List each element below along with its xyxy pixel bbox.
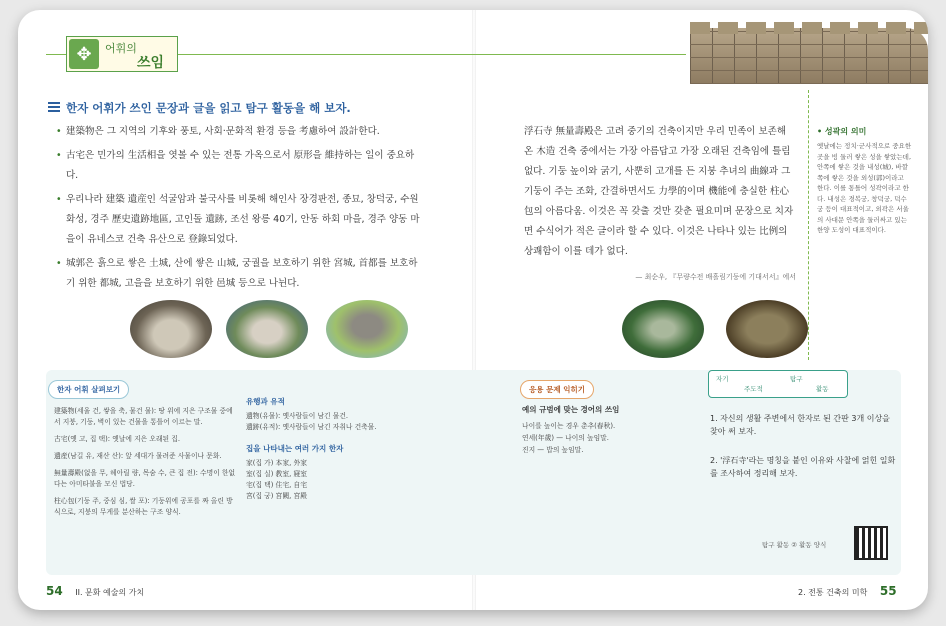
section-badge — [66, 36, 178, 72]
badge-top-label: 어휘의 — [105, 42, 137, 55]
honorific-item: 연세(年歲) — 나이의 높임말. — [522, 434, 609, 442]
sentence-2: • 古宅은 민가의 生活相을 엿볼 수 있는 전통 가옥으로서 原形을 維持하는 일이 중요하다. — [66, 146, 426, 186]
question-1: 1. 자신의 생활 주변에서 한자로 된 간판 3개 이상을 찾아 써 보자. — [710, 414, 890, 436]
sentence-4: • 城郭은 흙으로 쌓은 土城, 산에 쌓은 山城, 궁궐을 보호하기 위한 宮城, 首都를 보호하기 위한 都城, 고을을 보호하기 위한 邑城 등으로 나뉜다. — [66, 254, 426, 294]
house-row: 家(집 가) 本家, 外家 — [246, 459, 308, 467]
sentence-3: • 우리나라 建築 遺産인 석굴암과 불국사를 비롯해 해인사 장경판전, 종묘, 창덕궁, 수원 화성, 경주 歷史遺跡地區, 고인돌 遺跡, 조선 왕릉 40기, 안동 하회 마을, 경주 양동 마을이 유네스코 건축 유산으로 登錄되었다. — [66, 190, 426, 250]
reading-passage: 浮石寺 無量壽殿은 고려 중기의 건축이지만 우리 민족이 보존해 온 木造 건축 중에서는 가장 아름답고 가장 오래된 건축임에 틀림없다. 기둥 높이와 굵기, 사뿐히 고개를 든 지붕 추녀의 曲線과 그 기둥이 주는 조화, 간결하면서도 力學的이며 機能에 충실한 柱心包의 아름다움. 이것은 꼭 갖출 것만 갖춘 필요미며 문장으로 치자면 수식어가 적은 글이라 할 수 있다. 이것은 나타나 있는 比例의 상쾌함이 이를 데가 없다. — [524, 126, 794, 257]
qh-cell: 탐구 — [790, 375, 803, 383]
qr-code-icon[interactable] — [854, 526, 888, 560]
sidebar-note — [808, 90, 912, 360]
honorific-box — [522, 404, 712, 456]
vocab-item: 遺産(남길 유, 재산 산): 앞 세대가 물려준 사물이나 문화. — [54, 452, 222, 460]
sentence-1: • 建築物은 그 지역의 기후와 풍토, 사회·문화적 환경 등을 考慮하여 設計한다. — [66, 122, 426, 142]
book-spread — [18, 10, 928, 610]
vocab-item: 古宅(옛 고, 집 택): 옛날에 지은 오래된 집. — [54, 435, 180, 443]
fortress-wall-image — [690, 28, 928, 84]
list-icon — [48, 102, 60, 114]
vocab-list — [54, 406, 238, 524]
sidebar-body: 옛날에는 정치·군사적으로 중요한 곳을 빙 둘러 쌓은 성을 쌓았는데, 안쪽에 쌓은 것을 내성(城), 바깥쪽에 쌓은 것을 외성(郭)이라고 한다. 이를 통틀어 성곽이라고 한다. 내성은 경복궁, 창덕궁, 덕수궁 등이 대표적이고, 외곽은 서울의 사대문 안쪽을 둘러싸고 있는 한양 도성이 대표적이다. — [817, 142, 912, 234]
vocab-item: 柱心包(기둥 주, 중심 심, 쌀 포): 기둥위에 공포를 짜 올린 방식으로, 지붕의 무게를 분산하는 구조 양식. — [54, 497, 233, 516]
qh-cell: 주도적 — [744, 385, 763, 393]
relics-title: 유행과 유적 — [246, 397, 285, 406]
plaque-photo — [726, 300, 808, 358]
footer-left — [46, 584, 144, 598]
qh-cell: 활동 — [816, 385, 829, 393]
relics-item: 遺物(유물): 옛사람들이 남긴 물건. — [246, 412, 349, 420]
relics-box — [246, 396, 424, 502]
house-row: 室(집 실) 教室, 寢室 — [246, 470, 308, 478]
footer-right-text: 2. 전통 건축의 미학 — [798, 588, 868, 597]
footer-left-text: II. 문화 예술의 가치 — [75, 588, 145, 597]
pattern-icon: ✥ — [69, 39, 99, 69]
passage-source: — 최순우, 『무량수전 배흘림기둥에 기대서서』에서 — [635, 273, 796, 281]
instruction-text: 한자 어휘가 쓰인 문장과 글을 읽고 탐구 활동을 해 보자. — [66, 101, 351, 115]
qr-label: 탐구 활동 ② 활동 양식 — [762, 541, 827, 549]
question-2: 2. '浮石寺'라는 명칭을 붙인 이유와 사찰에 얽힌 일화를 조사하여 정리해 보자. — [710, 456, 896, 478]
dolmen-photo — [326, 300, 408, 358]
example-sentences — [66, 122, 426, 298]
vocab-item: 建築物(세울 건, 쌓을 축, 물건 물): 땅 위에 지은 구조물 중에서 지붕, 기둥, 벽이 있는 건물을 통틀어 이르는 말. — [54, 407, 233, 426]
house-hanja-title: 집을 나타내는 여러 가지 한자 — [246, 444, 344, 453]
questions — [710, 412, 900, 480]
house-row: 宮(집 궁) 宮闕, 宮殿 — [246, 492, 308, 500]
honorific-title: 예의 규범에 맞는 경어의 쓰임 — [522, 405, 620, 414]
badge-main-label: 쓰임 — [137, 55, 165, 71]
sidebar-title: • 성곽의 의미 — [817, 127, 867, 136]
house-row: 宅(집 택) 住宅, 自宅 — [246, 481, 308, 489]
honorific-item: 진지 — 밥의 높임말. — [522, 446, 584, 454]
vocab-item: 無量壽殿(없을 무, 헤아릴 량, 목숨 수, 큰 집 전): 수명이 한없다는 아미타불을 모신 법당. — [54, 469, 236, 488]
footer-right — [798, 584, 897, 598]
honorific-item: 나이를 높이는 경우 춘추(春秋). — [522, 422, 616, 430]
qh-cell: 자기 — [716, 375, 729, 383]
self-directed-header — [708, 370, 848, 406]
photo-row — [130, 300, 420, 360]
relics-item: 遺跡(유적): 옛사람들이 남긴 자취나 건축물. — [246, 423, 377, 431]
page-number-left: 54 — [46, 584, 63, 598]
practice-tab: 응용 문제 익히기 — [520, 380, 594, 399]
vocab-tab: 한자 어휘 살펴보기 — [48, 380, 129, 399]
temple-photo — [622, 300, 704, 358]
page-number-right: 55 — [879, 584, 897, 598]
instruction — [48, 100, 351, 116]
seokguram-photo — [130, 300, 212, 358]
hwaseong-photo — [226, 300, 308, 358]
